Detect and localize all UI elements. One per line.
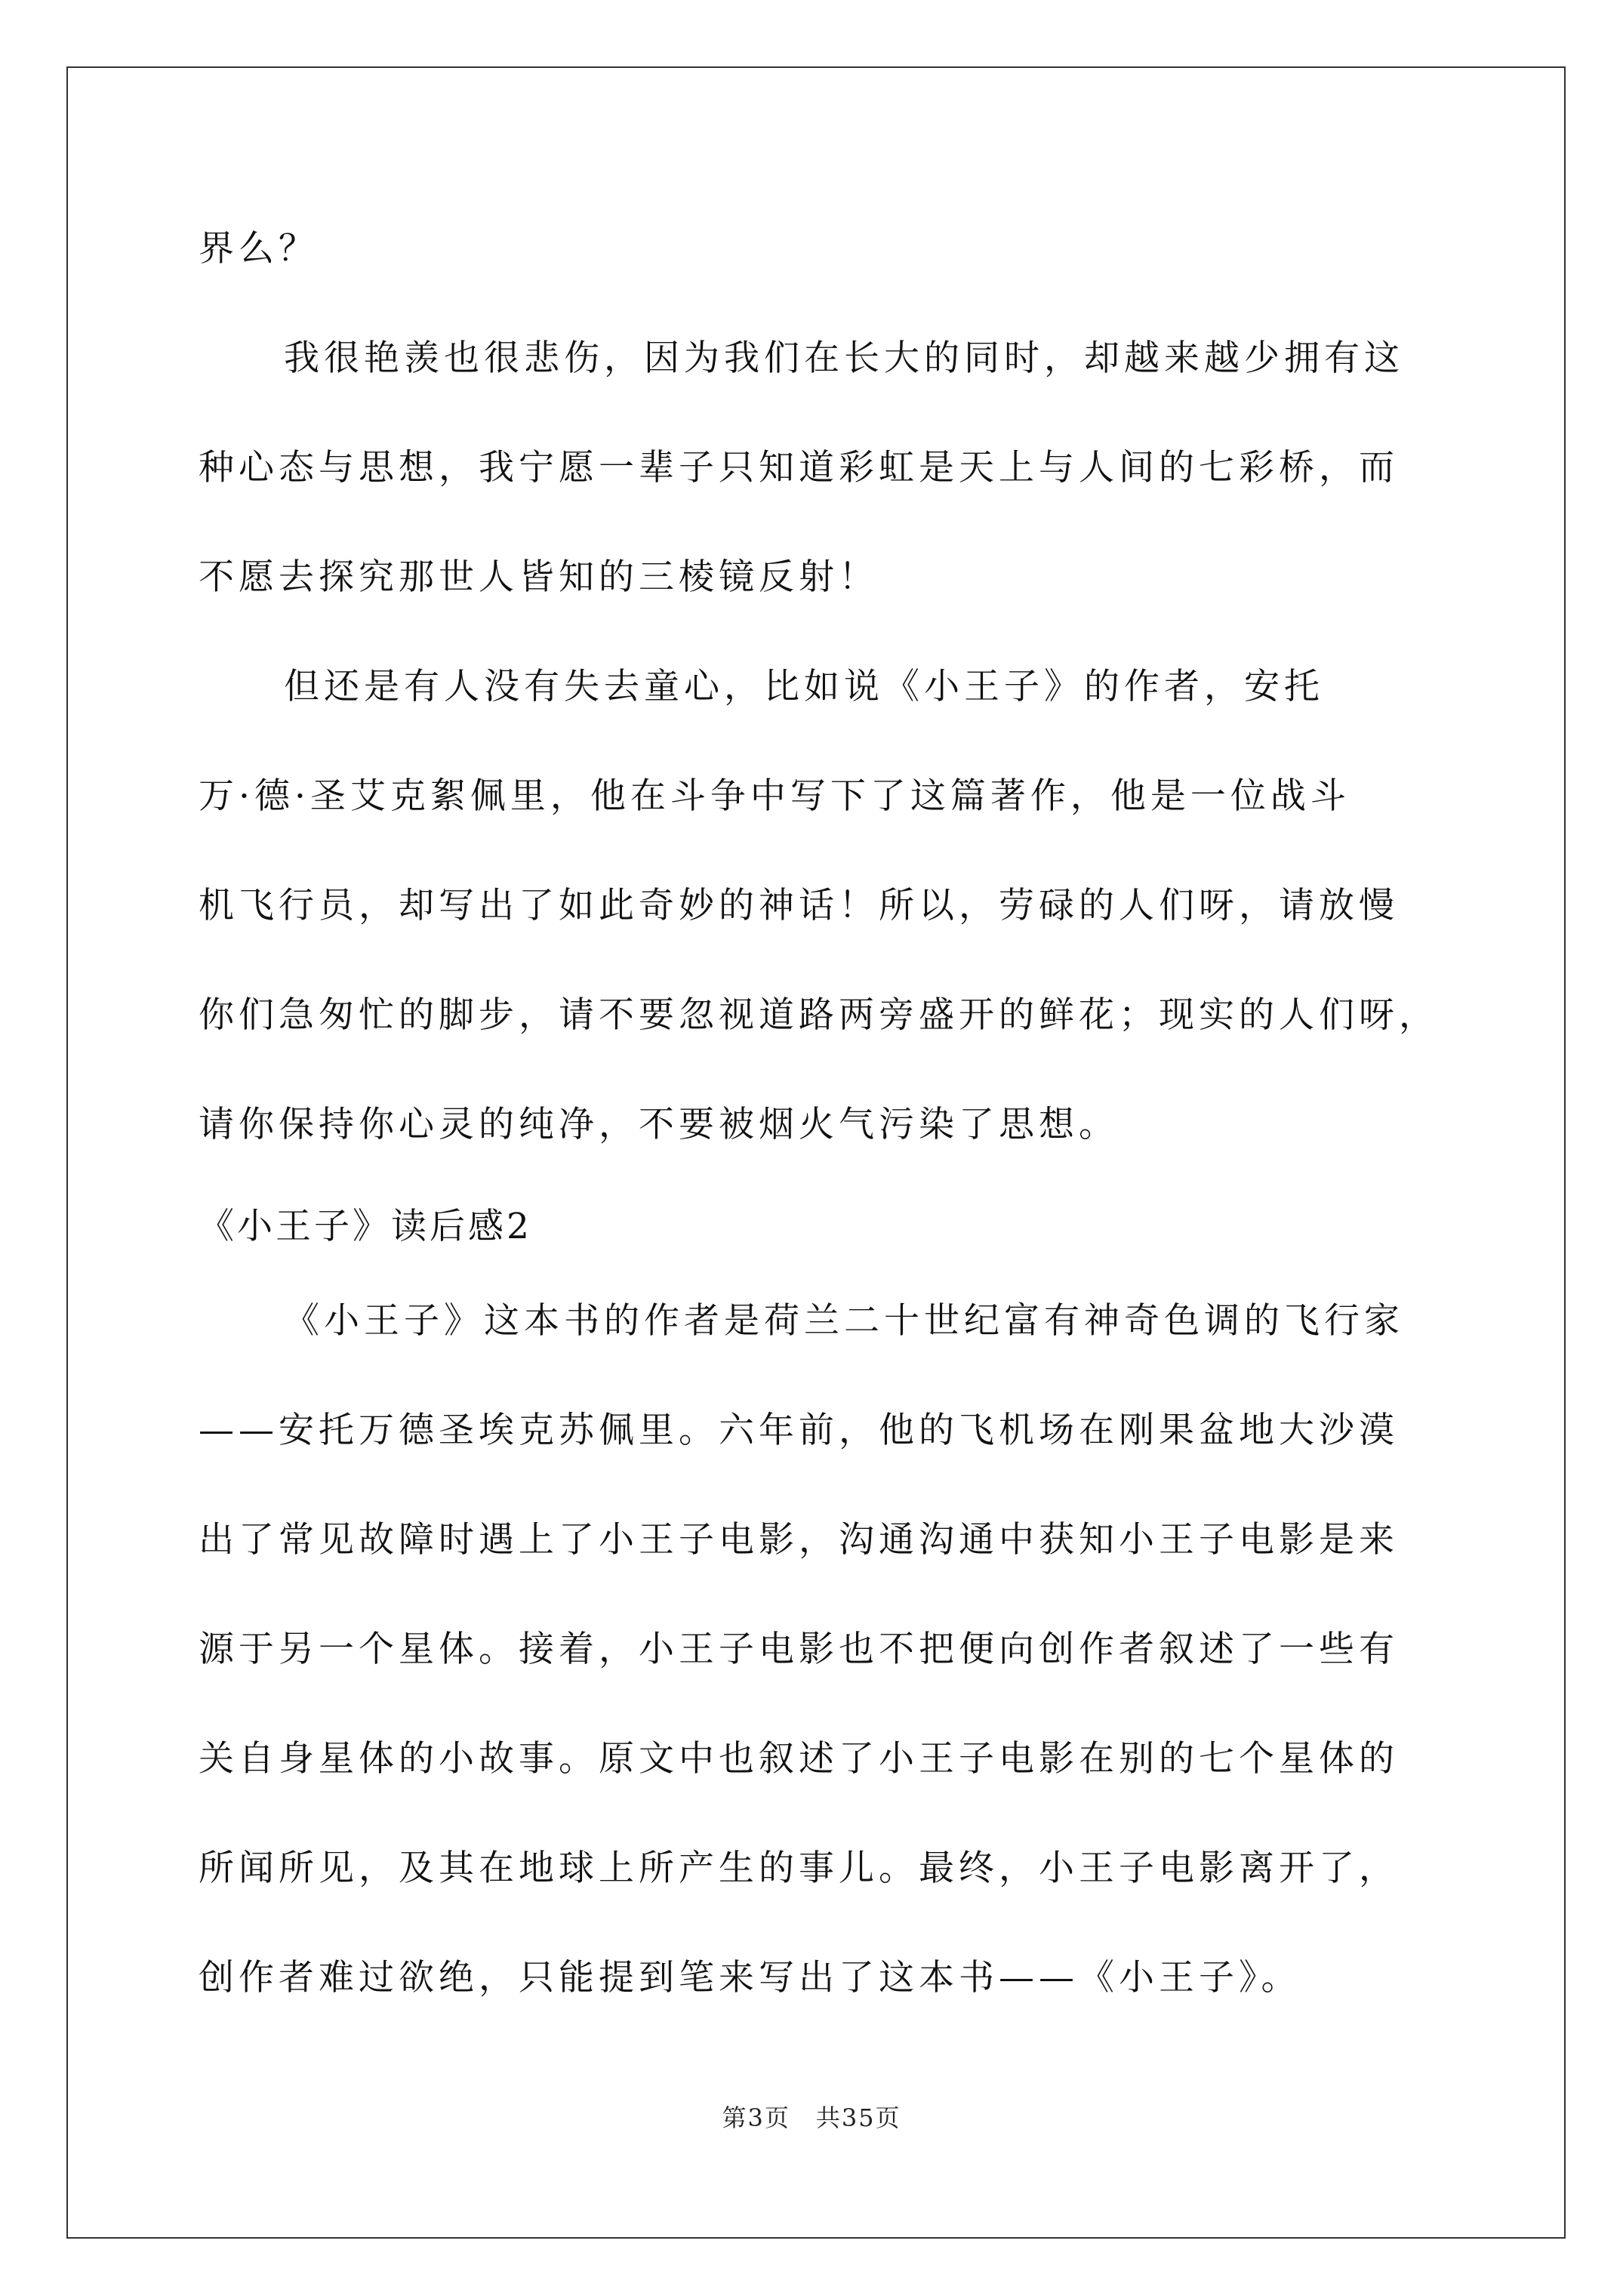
section-heading: 《小王子》读后感2 (199, 1206, 532, 1247)
text-line: 《小王子》这本书的作者是荷兰二十世纪富有神奇色调的飞行家 (284, 1300, 1404, 1342)
page-footer: 第3页 共35页 (722, 2103, 901, 2132)
text-line: 你们急匆忙的脚步，请不要忽视道路两旁盛开的鲜花；现实的人们呀， (199, 994, 1439, 1036)
text-line: 创作者难过欲绝，只能提到笔来写出了这本书——《小王子》。 (199, 1957, 1301, 1999)
page-border (66, 66, 1566, 2239)
text-line: 关自身星体的小故事。原文中也叙述了小王子电影在别的七个星体的 (199, 1738, 1399, 1780)
text-line: 我很艳羡也很悲伤，因为我们在长大的同时，却越来越少拥有这 (284, 337, 1404, 379)
text-line: ——安托万德圣埃克苏佩里。六年前，他的飞机场在刚果盆地大沙漠 (199, 1410, 1399, 1451)
text-line: 万·德·圣艾克絮佩里，他在斗争中写下了这篇著作，他是一位战斗 (199, 775, 1350, 817)
text-line: 出了常见故障时遇上了小王子电影，沟通沟通中获知小王子电影是来 (199, 1519, 1399, 1561)
text-line: 界么？ (199, 228, 319, 270)
text-line: 机飞行员，却写出了如此奇妙的神话！所以，劳碌的人们呀，请放慢 (199, 885, 1399, 926)
text-line: 请你保持你心灵的纯净，不要被烟火气污染了思想。 (199, 1104, 1119, 1145)
text-line: 源于另一个星体。接着，小王子电影也不把便向创作者叙述了一些有 (199, 1629, 1399, 1670)
text-line: 种心态与思想，我宁愿一辈子只知道彩虹是天上与人间的七彩桥，而 (199, 447, 1399, 488)
text-line: 不愿去探究那世人皆知的三棱镜反射！ (199, 556, 879, 598)
text-line: 所闻所见，及其在地球上所产生的事儿。最终，小王子电影离开了， (199, 1848, 1399, 1889)
text-line: 但还是有人没有失去童心，比如说《小王子》的作者，安托 (284, 666, 1324, 707)
